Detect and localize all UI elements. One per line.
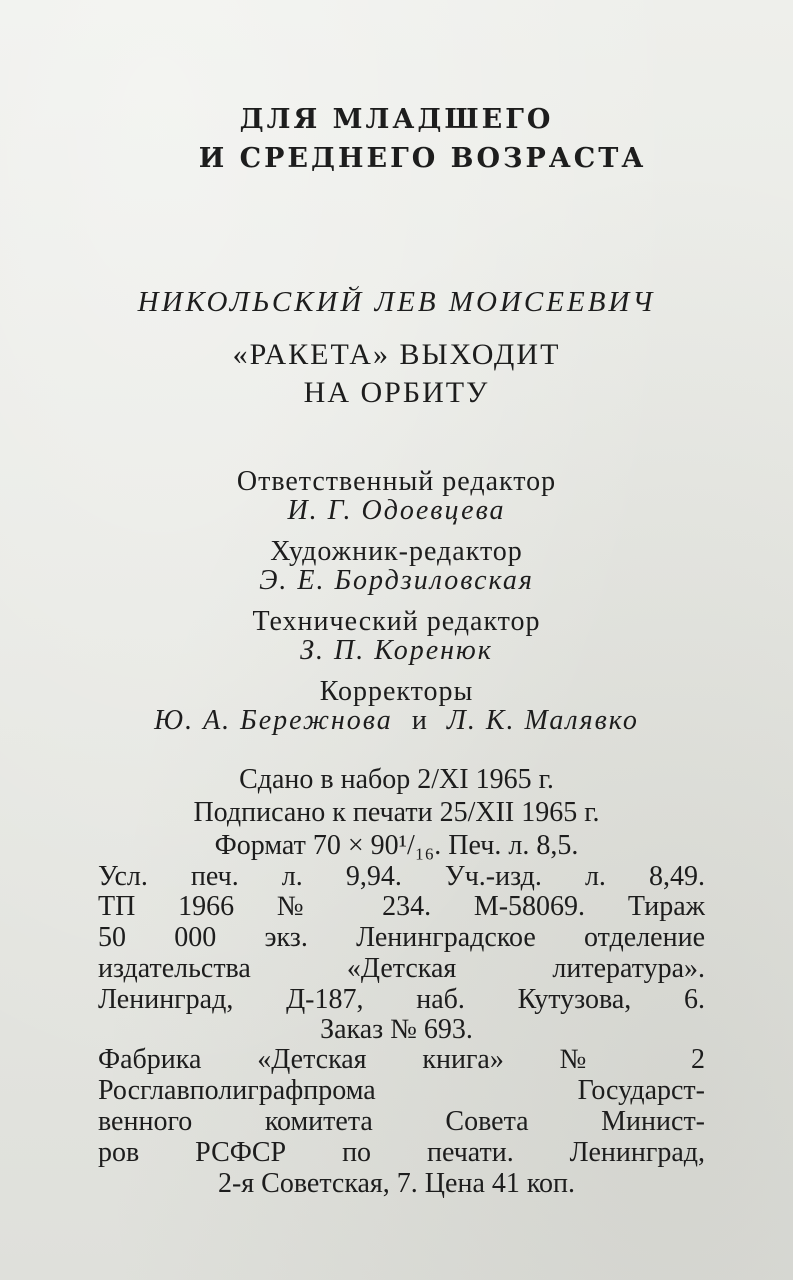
imprint-line-typeset-date: Сдано в набор 2/XI 1965 г. xyxy=(239,764,554,795)
proofreaders-conjunction: и xyxy=(411,705,428,736)
imprint-line-plan: ТП 1966 № 234. М-58069. Тираж xyxy=(98,891,705,922)
tech-editor-name: З. П. Коренюк xyxy=(300,635,493,666)
tech-editor-role: Технический редактор xyxy=(252,606,541,637)
imprint-line-ministry-2: венного комитета Совета Минист- xyxy=(98,1106,705,1137)
imprint-line-print-run: 50 000 экз. Ленинградское отделение xyxy=(98,922,705,953)
proofreaders-role: Корректоры xyxy=(319,676,474,707)
proofreaders-line xyxy=(0,707,793,735)
imprint-line-address: Ленинград, Д-187, наб. Кутузова, 6. xyxy=(98,984,705,1015)
author-name: НИКОЛЬСКИЙ ЛЕВ МОИСЕЕВИЧ xyxy=(137,286,656,318)
imprint-line-ministry-3: ров РСФСР по печати. Ленинград, xyxy=(98,1137,705,1168)
series-label-line-1: ДЛЯ МЛАДШЕГО xyxy=(239,104,554,135)
imprint-line-ministry-1: Росглавполиграфпрома Государст- xyxy=(98,1075,705,1106)
art-editor-role: Художник-редактор xyxy=(270,536,523,567)
imprint-line-publisher: издательства «Детская литература». xyxy=(98,953,705,984)
proofreader-name-1: Ю. А. Бережнова xyxy=(154,705,393,736)
imprint-line-price: 2-я Советская, 7. Цена 41 коп. xyxy=(217,1168,576,1199)
imprint-line-order: Заказ № 693. xyxy=(320,1014,473,1045)
imprint-line-format: Формат 70 × 90¹/₁₆. Печ. л. 8,5. xyxy=(214,830,579,861)
imprint-line-factory: Фабрика «Детская книга» № 2 xyxy=(98,1044,705,1075)
editor-name: И. Г. Одоевцева xyxy=(287,495,506,526)
imprint-line-signed-date: Подписано к печати 25/XII 1965 г. xyxy=(193,797,600,828)
book-title-line-2: НА ОРБИТУ xyxy=(303,376,490,409)
art-editor-name: Э. Е. Бордзиловская xyxy=(259,565,534,596)
book-title-line-1: «РАКЕТА» ВЫХОДИТ xyxy=(232,338,561,371)
editor-role: Ответственный редактор xyxy=(236,466,557,497)
series-label-line-2: И СРЕДНЕГО ВОЗРАСТА xyxy=(198,143,647,174)
proofreader-name-2: Л. К. Малявко xyxy=(446,705,639,736)
imprint-line-sheets: Усл. печ. л. 9,94. Уч.-изд. л. 8,49. xyxy=(98,861,705,892)
